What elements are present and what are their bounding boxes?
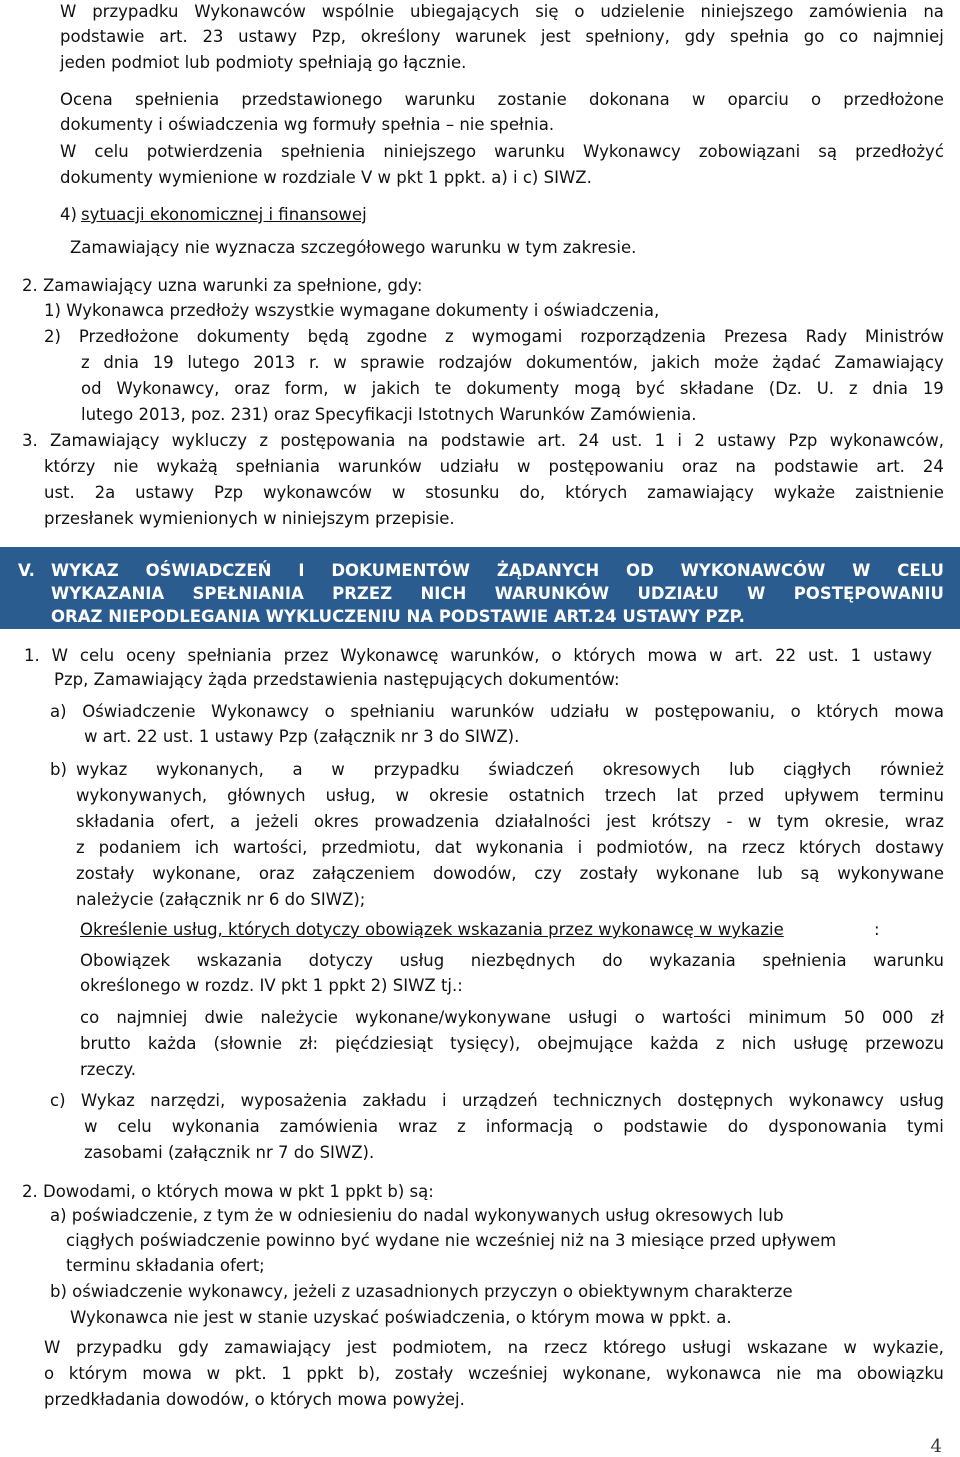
text-line: 2. Dowodami, o których mowa w pkt 1 ppkt b) są: [22,1182,434,1201]
text-line: jeden podmiot lub podmioty spełniają go łącznie. [60,53,467,72]
text-line: wykonywanych, głównych usług, w okresie ostatnich trzech lat przed upływem terminu [76,786,944,805]
text-line: wykaz wykonanych, a w przypadku świadczeń okresowych lub ciągłych również [76,760,944,779]
text-line: Wykonawca nie jest w stanie uzyskać poświadczenia, o którym mowa w ppkt. a. [70,1308,732,1327]
text-line: Określenie usług, których dotyczy obowiązek wskazania przez wykonawcę w wykazie [80,920,784,939]
section-v-heading-line-1: WYKAZ OŚWIADCZEŃ I DOKUMENTÓW ŻĄDANYCH OD WYKONAWCÓW W CELU [51,561,944,580]
text-line: składania ofert, a jeżeli okres prowadzenia działalności jest krótszy - w tym okresie, wraz [76,812,944,831]
text-line: 2) Przedłożone dokumenty będą zgodne z wymogami rozporządzenia Prezesa Rady Ministrów [44,327,944,346]
text-line: lutego 2013, poz. 231) oraz Specyfikacji Istotnych Warunków Zamówienia. [81,405,697,424]
text-line: z dnia 19 lutego 2013 r. w sprawie rodzajów dokumentów, jakich może żądać Zamawiający [81,353,944,372]
text-line: 2. Zamawiający uzna warunki za spełnione, gdy: [22,276,423,295]
text-line: sytuacji ekonomicznej i finansowej [81,205,367,224]
text-line: Obowiązek wskazania dotyczy usług niezbędnych do wykazania spełnienia warunku [80,951,944,970]
text-line: ciągłych poświadczenie powinno być wydane nie wcześniej niż na 3 miesiące przed upływem [66,1231,837,1250]
section-v-heading-line-2: WYKAZANIA SPEŁNIANIA PRZEZ NICH WARUNKÓW UDZIAŁU W POSTĘPOWANIU [51,584,944,603]
text-line: terminu składania ofert; [66,1256,265,1275]
text-line: należycie (załącznik nr 6 do SIWZ); [76,890,366,909]
text-line: Ocena spełnienia przedstawionego warunku zostanie dokonana w oparciu o przedłożone [60,90,944,109]
text-line: z podaniem ich wartości, przedmiotu, dat wykonania i podmiotów, na rzecz których dostawy [76,838,944,857]
text-line: W celu potwierdzenia spełnienia niniejszego warunku Wykonawcy zobowiązani są przedłożyć [60,142,944,161]
text-line: co najmniej dwie należycie wykonane/wykonywane usługi o wartości minimum 50 000 zł [80,1008,944,1027]
section-v-banner [0,547,960,629]
text-line: o którym mowa w pkt. 1 ppkt b), zostały wcześniej wykonane, wykonawca nie ma obowiązku [44,1364,944,1383]
text-line: 3. Zamawiający wykluczy z postępowania na podstawie art. 24 ust. 1 i 2 ustawy Pzp wykonawców, [22,431,944,450]
text-line: zasobami (załącznik nr 7 do SIWZ). [84,1143,375,1162]
text-line: b) [50,760,67,779]
section-v-number: V. [18,561,35,580]
text-line: którzy nie wykażą spełniania warunków udziału w postępowaniu oraz na podstawie art. 24 [44,457,944,476]
text-line: dokumenty i oświadczenia wg formuły spełnia – nie spełnia. [60,115,555,134]
text-line: dokumenty wymienione w rozdziale V w pkt 1 ppkt. a) i c) SIWZ. [60,168,592,187]
text-line: rzeczy. [80,1060,136,1079]
text-line: 1) Wykonawca przedłoży wszystkie wymagane dokumenty i oświadczenia, [44,301,660,320]
text-line: od Wykonawcy, oraz form, w jakich te dokumenty mogą być składane (Dz. U. z dnia 19 [81,379,944,398]
text-line: Pzp, Zamawiający żąda przedstawienia następujących dokumentów: [54,670,620,689]
text-line: b) oświadczenie wykonawcy, jeżeli z uzasadnionych przyczyn o obiektywnym charakterze [50,1282,793,1301]
text-line: 4) [60,205,77,224]
section-v-heading-line-3: ORAZ NIEPODLEGANIA WYKLUCZENIU NA PODSTAWIE ART.24 USTAWY PZP. [51,607,745,626]
text-line: : [874,920,880,939]
text-line: c) Wykaz narzędzi, wyposażenia zakładu i urządzeń technicznych dostępnych wykonawcy usług [50,1091,944,1110]
text-line: a) poświadczenie, z tym że w odniesieniu do nadal wykonywanych usług okresowych lub [50,1206,784,1225]
text-line: a) Oświadczenie Wykonawcy o spełnianiu warunków udziału w postępowaniu, o których mowa [50,702,944,721]
text-line: przesłanek wymienionych w niniejszym przepisie. [44,509,455,528]
text-line: podstawie art. 23 ustawy Pzp, określony warunek jest spełniony, gdy spełnia go co najmniej [60,27,944,46]
text-line: zostały wykonane, oraz załączeniem dowodów, czy zostały wykonane lub są wykonywane [76,864,944,883]
text-line: W przypadku Wykonawców wspólnie ubiegających się o udzielenie niniejszego zamówienia na [60,2,944,21]
text-line: w art. 22 ust. 1 ustawy Pzp (załącznik nr 3 do SIWZ). [84,727,520,746]
text-line: przedkładania dowodów, o których mowa powyżej. [44,1390,465,1409]
text-line: określonego w rozdz. IV pkt 1 ppkt 2) SIWZ tj.: [80,976,463,995]
text-line: Zamawiający nie wyznacza szczegółowego warunku w tym zakresie. [70,238,637,257]
text-line: W przypadku gdy zamawiający jest podmiotem, na rzecz którego usługi wskazane w wykazie, [44,1338,944,1357]
text-line: w celu wykonania zamówienia wraz z informacją o podstawie do dysponowania tymi [84,1117,944,1136]
text-line: brutto każda (słownie zł: pięćdziesiąt tysięcy), obejmujące każda z nich usługę przewozu [80,1034,944,1053]
text-line: ust. 2a ustawy Pzp wykonawców w stosunku do, których zamawiający wykaże zaistnienie [44,483,944,502]
page-number: 4 [930,1436,942,1457]
text-line: 1. W celu oceny spełniania przez Wykonawcę warunków, o których mowa w art. 22 ust. 1 ustawy [24,646,932,665]
